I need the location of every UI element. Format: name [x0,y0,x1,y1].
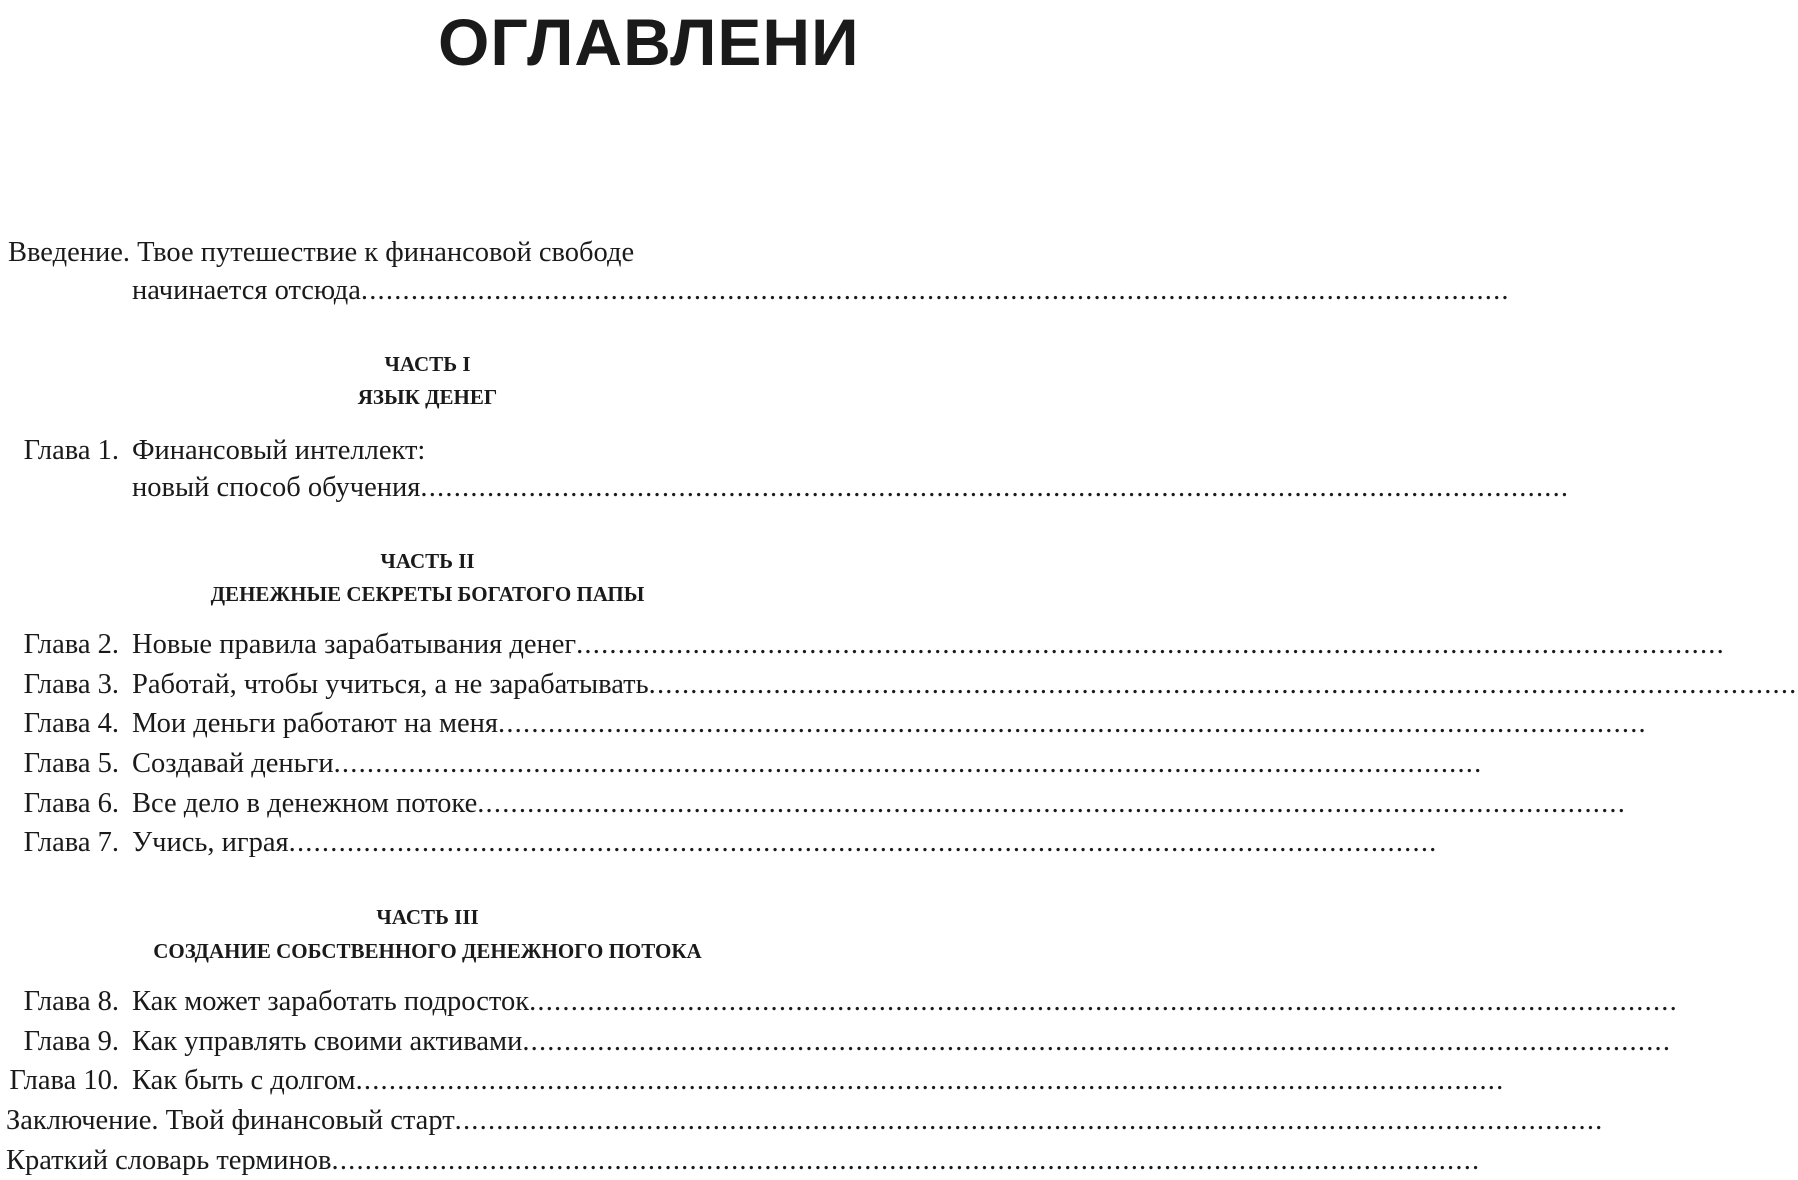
part-3-label: ЧАСТЬ III [376,905,479,929]
chapter-label: Глава 1. [23,435,119,466]
leader-dots: .......................................................................................................................................... [477,788,1627,819]
chapter-title: Финансовый интеллект: [132,435,426,466]
leader-dots: .......................................................................................................................................... [648,669,1798,700]
leader-dots: .......................................................................................................................................... [333,748,1483,779]
toc-entry-chapter-7 [0,824,1438,862]
chapter-label: Глава 3. [23,669,119,700]
chapter-label: Глава 9. [23,1026,119,1057]
chapter-label: Глава 8. [23,986,119,1017]
leader-dots: .......................................................................................................................................... [454,1105,1604,1136]
toc-entry-chapter-4 [0,705,1647,743]
part-1-label: ЧАСТЬ I [384,352,471,376]
leader-dots: .......................................................................................................................................... [331,1145,1481,1176]
chapter-title: Работай, чтобы учиться, а не зарабатывать [132,669,649,700]
chapter-label: Глава 7. [23,827,119,858]
toc-entry-chapter-8 [0,983,1678,1021]
chapter-title: Все дело в денежном потоке [132,788,478,819]
chapter-title-cont: новый способ обучения [132,472,421,503]
leader-dots: .......................................................................................................................................... [360,275,1510,306]
toc-entry-intro [8,234,780,272]
part-2-title: ДЕНЕЖНЫЕ СЕКРЕТЫ БОГАТОГО ПАПЫ [210,582,645,606]
chapter-title: Создавай деньги [132,748,334,779]
toc-entry-chapter-1-cont [132,469,1570,507]
chapter-title: Как управлять своими активами [132,1026,523,1057]
toc-intro-line2: начинается отсюда [132,275,361,306]
chapter-title: Как может заработать подросток [132,986,530,1017]
part-2-label: ЧАСТЬ II [380,549,475,573]
chapter-label: Глава 6. [23,788,119,819]
leader-dots: .......................................................................................................................................... [529,986,1678,1017]
toc-entry-intro-cont [132,272,1510,310]
leader-dots: .......................................................................................................................................... [355,1065,1505,1096]
toc-entry-chapter-2 [0,626,1725,664]
leader-dots: .......................................................................................................................................... [498,708,1647,739]
part-3-title: СОЗДАНИЕ СОБСТВЕННОГО ДЕНЕЖНОГО ПОТОКА [153,939,702,963]
toc-entry-chapter-5 [0,745,1483,783]
page-title: ОГЛАВЛЕНИ [438,5,860,79]
chapter-label: Глава 4. [23,708,119,739]
toc-entry-glossary [6,1142,1481,1180]
chapter-title: Как быть с долгом [132,1065,356,1096]
leader-dots: .......................................................................................................................................... [420,472,1570,503]
chapter-label: Глава 10. [9,1065,119,1096]
toc-entry-chapter-1 [0,432,780,470]
leader-dots: .......................................................................................................................................... [522,1026,1672,1057]
toc-entry-chapter-3 [0,666,1798,704]
toc-entry-chapter-6 [0,785,1627,823]
chapter-label: Глава 5. [23,748,119,779]
chapter-title: Мои деньги работают на меня [132,708,499,739]
chapter-title: Новые правила зарабатывания денег [132,629,577,660]
glossary-title: Краткий словарь терминов [6,1145,332,1176]
toc-entry-conclusion [6,1102,1604,1140]
conclusion-title: Заключение. Твой финансовый старт [6,1105,455,1136]
toc-entry-chapter-10 [0,1062,1505,1100]
toc-intro-line1: Введение. Твое путешествие к финансовой свободе [8,237,635,268]
leader-dots: .......................................................................................................................................... [576,629,1725,660]
chapter-label: Глава 2. [23,629,119,660]
leader-dots: .......................................................................................................................................... [288,827,1438,858]
chapter-title: Учись, играя [132,827,289,858]
toc-entry-chapter-9 [0,1023,1672,1061]
part-1-title: ЯЗЫК ДЕНЕГ [357,385,498,409]
